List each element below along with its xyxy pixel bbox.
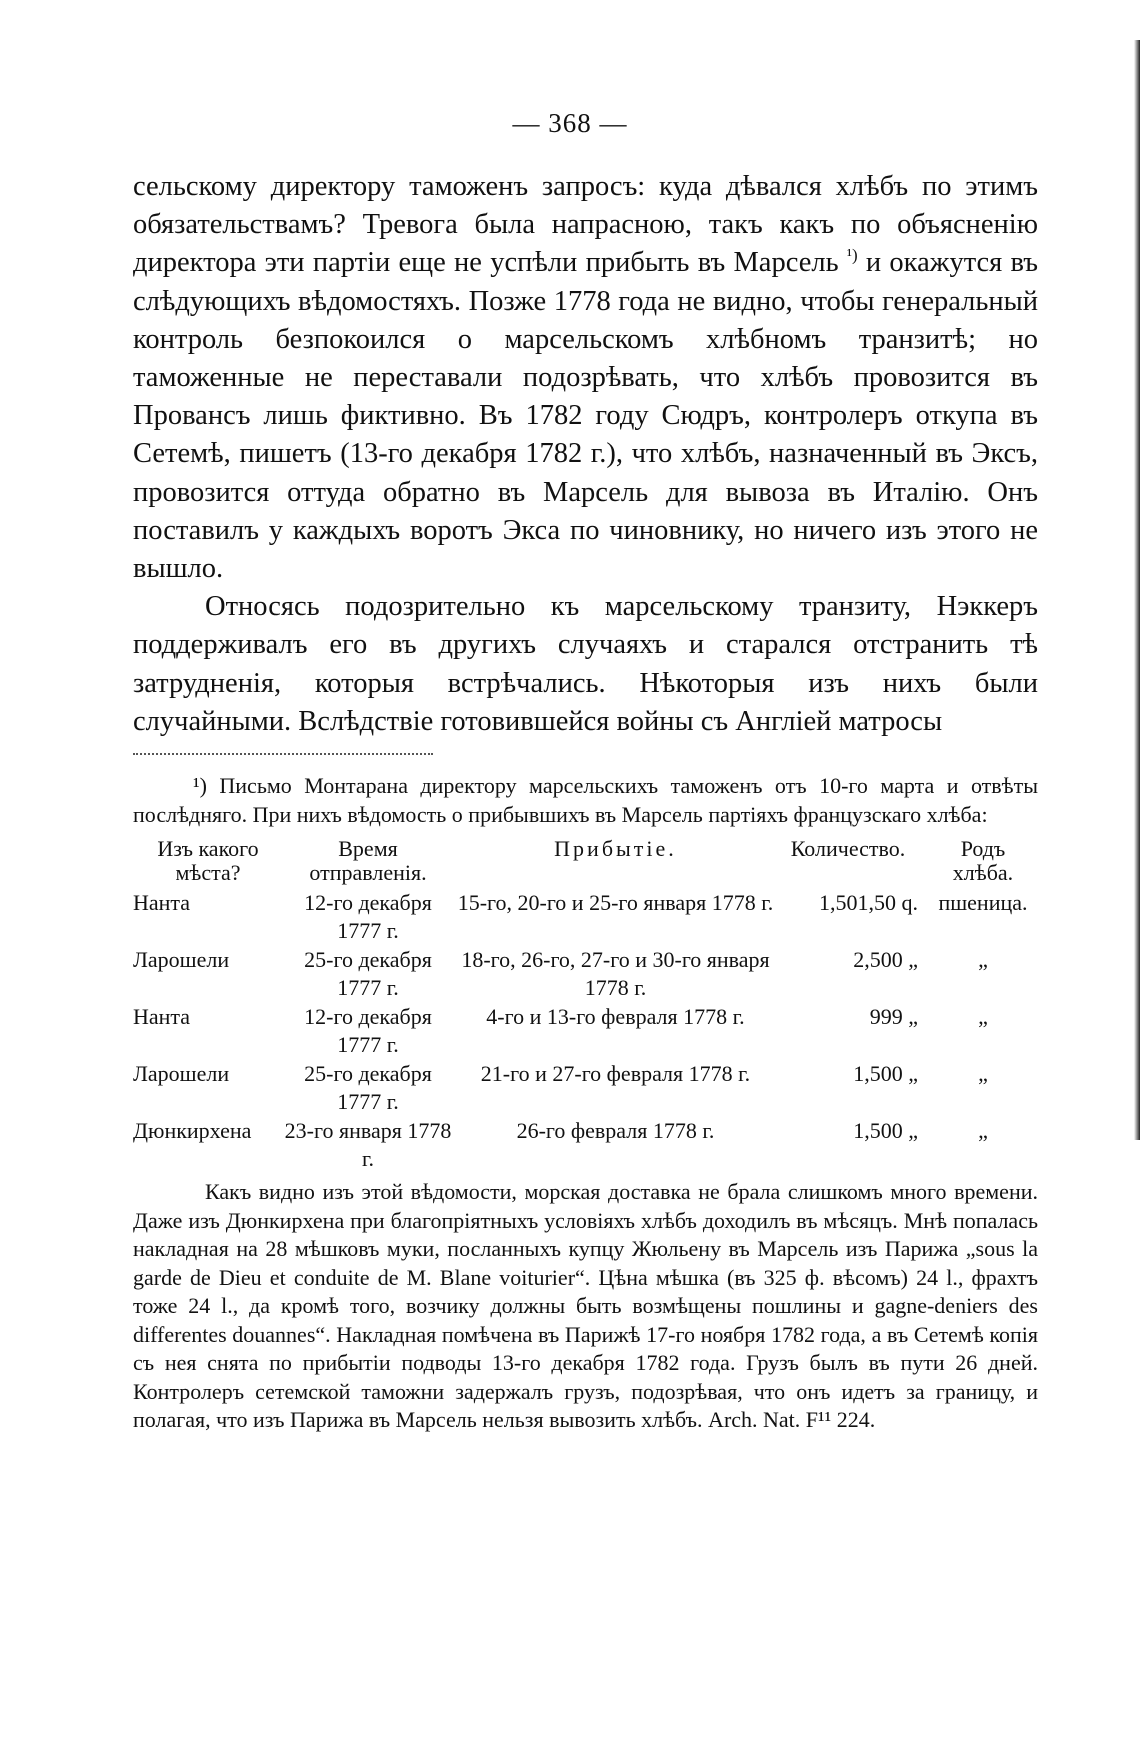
shipments-table bbox=[133, 837, 1038, 1174]
cell-quantity: 1,501,50 q. bbox=[819, 890, 918, 915]
page-number: — 368 — bbox=[512, 108, 628, 138]
table-header-row bbox=[133, 837, 1038, 889]
cell-arrival: 4-го и 13-го февраля 1778 г. bbox=[486, 1004, 745, 1029]
footnote-outro: Какъ видно изъ этой вѣдомости, морская доставка не брала слишкомъ много времени. Даже изъ Дюнкирхена при благопріятныхъ условіяхъ хлѣбъ доходилъ въ мѣсяцъ. Мнѣ попалась накладная на 28 мѣшковъ муки, посланныхъ купцу Жюльену въ Марсель изъ Парижа „sous la garde de Dieu et conduite de M. Blane voiturier“. Цѣна мѣшка (въ 325 ф. вѣсомъ) 24 l., фрахтъ тоже 24 l., да кромѣ того, возчику должны быть возмѣщены пошлины и gagne-deniers des differentes douannes“. Накладная помѣчена въ Парижѣ 17-го ноября 1782 года, а въ Сетемѣ копія съ нея снята по прибытіи подводы 13-го декабря 1782 года. Грузъ былъ въ пути 26 дней. Контролеръ сетемской таможни задержалъ грузъ, подозрѣвая, что онъ идетъ за границу, и полагая, что изъ Парижа въ Марсель нельзя вывозить хлѣбъ. Arch. Nat. F¹¹ 224. bbox=[133, 1179, 1038, 1432]
cell-kind: пшеница. bbox=[938, 890, 1028, 915]
paragraph-1-text: сельскому директору таможенъ запросъ: куда дѣвался хлѣбъ по этимъ обязательствамъ? Тревога была напрасною, такъ какъ по объясненію директора эти партіи еще не успѣли прибыть въ Марсель bbox=[133, 171, 1038, 279]
cell-place: Ларошели bbox=[133, 1061, 230, 1086]
cell-departure: 12-го декабря 1777 г. bbox=[304, 1004, 432, 1057]
cell-departure: 12-го декабря 1777 г. bbox=[304, 890, 432, 943]
table-row bbox=[133, 946, 1038, 1003]
cell-departure: 25-го декабря 1777 г. bbox=[304, 1061, 432, 1114]
cell-kind: „ bbox=[978, 1061, 988, 1086]
footnote-intro-text: Письмо Монтарана директору марсельскихъ таможенъ отъ 10-го марта и отвѣты послѣдняго. При нихъ вѣдомость о прибывшихъ въ Марсель партіяхъ французскаго хлѣба: bbox=[133, 773, 1038, 827]
cell-place: Ларошели bbox=[133, 947, 230, 972]
cell-kind: „ bbox=[978, 947, 988, 972]
cell-arrival: 15-го, 20-го и 25-го января 1778 г. bbox=[457, 890, 774, 915]
header-quantity: Количество. bbox=[790, 836, 906, 861]
footnote-intro bbox=[133, 772, 1038, 829]
table-row bbox=[133, 1060, 1038, 1117]
header-kind: Родъ хлѣба. bbox=[952, 836, 1014, 885]
cell-departure: 23-го января 1778 г. bbox=[284, 1118, 452, 1171]
footnote-reference[interactable]: ¹) bbox=[846, 245, 858, 265]
cell-departure: 25-го декабря 1777 г. bbox=[304, 947, 432, 1000]
cell-place: Дюнкирхена bbox=[133, 1118, 252, 1143]
cell-kind: „ bbox=[978, 1118, 988, 1143]
paragraph-1 bbox=[133, 168, 1038, 588]
cell-quantity: 1,500 „ bbox=[853, 1061, 918, 1086]
cell-kind: „ bbox=[978, 1004, 988, 1029]
paragraph-2: Относясь подозрительно къ марсельскому транзиту, Нэккеръ поддерживалъ его въ другихъ случаяхъ и старался отстранить тѣ затрудненія, которыя встрѣчались. Нѣкоторыя изъ нихъ были случайными. Вслѣдствіе готовившейся войны съ Англіей матросы bbox=[133, 591, 1038, 737]
cell-quantity: 1,500 „ bbox=[853, 1118, 918, 1143]
cell-arrival: 21-го и 27-го февраля 1778 г. bbox=[480, 1061, 751, 1086]
scan-edge-shadow bbox=[1134, 40, 1140, 1140]
header-arrival: Прибытіе. bbox=[554, 836, 677, 861]
paragraph-1-continued: и окажутся въ слѣдующихъ вѣдомостяхъ. Позже 1778 года не видно, чтобы генеральный контроль безпокоился о марсельскомъ хлѣбномъ транзитѣ; но таможенные не переставали подозрѣвать, что хлѣбъ провозится въ Провансъ лишь фиктивно. Въ 1782 году Сюдръ, контролеръ откупа въ Сетемѣ, пишетъ (13-го декабря 1782 г.), что хлѣбъ, назначенный въ Эксъ, провозится оттуда обратно въ Марсель для вывоза въ Италію. Онъ поставилъ у каждыхъ воротъ Экса по чиновнику, но ничего изъ этого не вышло. bbox=[133, 247, 1039, 585]
table-row bbox=[133, 1117, 1038, 1174]
cell-place: Нанта bbox=[133, 1004, 191, 1029]
table-row bbox=[133, 889, 1038, 946]
footnote bbox=[133, 772, 1038, 1435]
cell-quantity: 999 „ bbox=[869, 1004, 918, 1029]
cell-arrival: 18-го, 26-го, 27-го и 30-го января 1778 г. bbox=[461, 947, 770, 1000]
table-row bbox=[133, 1003, 1038, 1060]
main-text bbox=[133, 168, 1038, 741]
cell-place: Нанта bbox=[133, 890, 191, 915]
header-departure: Время отправленія. bbox=[309, 836, 427, 885]
header-place: Изъ какого мѣста? bbox=[157, 836, 259, 885]
cell-arrival: 26-го февраля 1778 г. bbox=[516, 1118, 715, 1143]
cell-quantity: 2,500 „ bbox=[853, 947, 918, 972]
footnote-separator bbox=[133, 753, 433, 755]
footnote-marker: ¹) bbox=[193, 773, 207, 798]
